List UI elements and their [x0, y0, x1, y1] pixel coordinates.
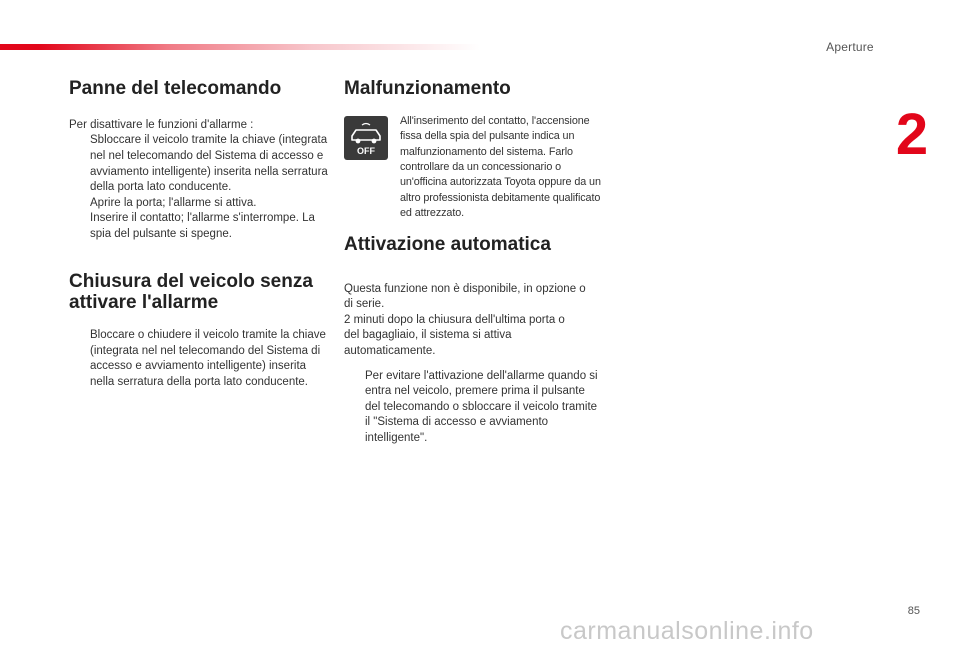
alarm-off-warning-icon [344, 116, 388, 160]
chiusura-title: Chiusura del veicolo senza attivare l'allarme [69, 270, 313, 314]
list-item-text: Per evitare l'attivazione dell'allarme quando si entra nel veicolo, premere prima il pulsante del telecomando o sbloccare il veicolo tramite il "Sistema di accesso e avviamento intelligente". [365, 369, 598, 444]
panne-intro: Per disattivare le funzioni d'allarme : [69, 118, 254, 131]
list-item-text: Sbloccare il veicolo tramite la chiave (integrata nel nel telecomando del Sistema di accesso e avviamento intelligente) inserita nella serratura della porta lato conducente. [90, 134, 328, 194]
list-item [69, 133, 329, 195]
attivazione-paragraph-1: Questa funzione non è disponibile, in opzione o di serie. [344, 282, 586, 311]
watermark-text: carmanualsonline.info [560, 617, 814, 645]
list-item-text: Bloccare o chiudere il veicolo tramite la chiave (integrata nel nel telecomando del Sistema di accesso e avviamento intelligente) inserita nella serratura della porta lato conducente. [90, 329, 326, 389]
list-item [344, 369, 599, 447]
page-number: 85 [907, 605, 920, 617]
list-item-text: Inserire il contatto; l'allarme s'interrompe. La spia del pulsante si spegne. [90, 212, 315, 240]
header-accent-bar [0, 44, 480, 50]
list-item-text: Aprire la porta; l'allarme si attiva. [90, 196, 257, 209]
left-column [69, 78, 329, 391]
panne-list [69, 133, 329, 242]
panne-title: Panne del telecomando [69, 78, 282, 99]
list-item [69, 211, 329, 242]
malfunzionamento-block [344, 114, 604, 222]
section-label: Aperture [826, 40, 874, 54]
middle-column [344, 78, 604, 446]
list-item [69, 328, 329, 390]
list-item [69, 196, 329, 212]
chiusura-list [69, 328, 329, 390]
attivazione-title: Attivazione automatica [344, 233, 551, 255]
attivazione-list [344, 369, 599, 447]
attivazione-paragraph-2: 2 minuti dopo la chiusura dell'ultima porta o del bagagliaio, il sistema si attiva automaticamente. [344, 313, 565, 357]
malfunzionamento-text: All'inserimento del contatto, l'accensione fissa della spia del pulsante indica un malfunzionamento del sistema. Farlo controllare da un concessionario o un'officina autorizzata Toyota oppure da un altro professionista debitamente qualificato ed attrezzato. [400, 114, 601, 220]
malfunzionamento-title: Malfunzionamento [344, 78, 511, 99]
chapter-number: 2 [895, 102, 929, 167]
icon-label: OFF [357, 145, 375, 156]
